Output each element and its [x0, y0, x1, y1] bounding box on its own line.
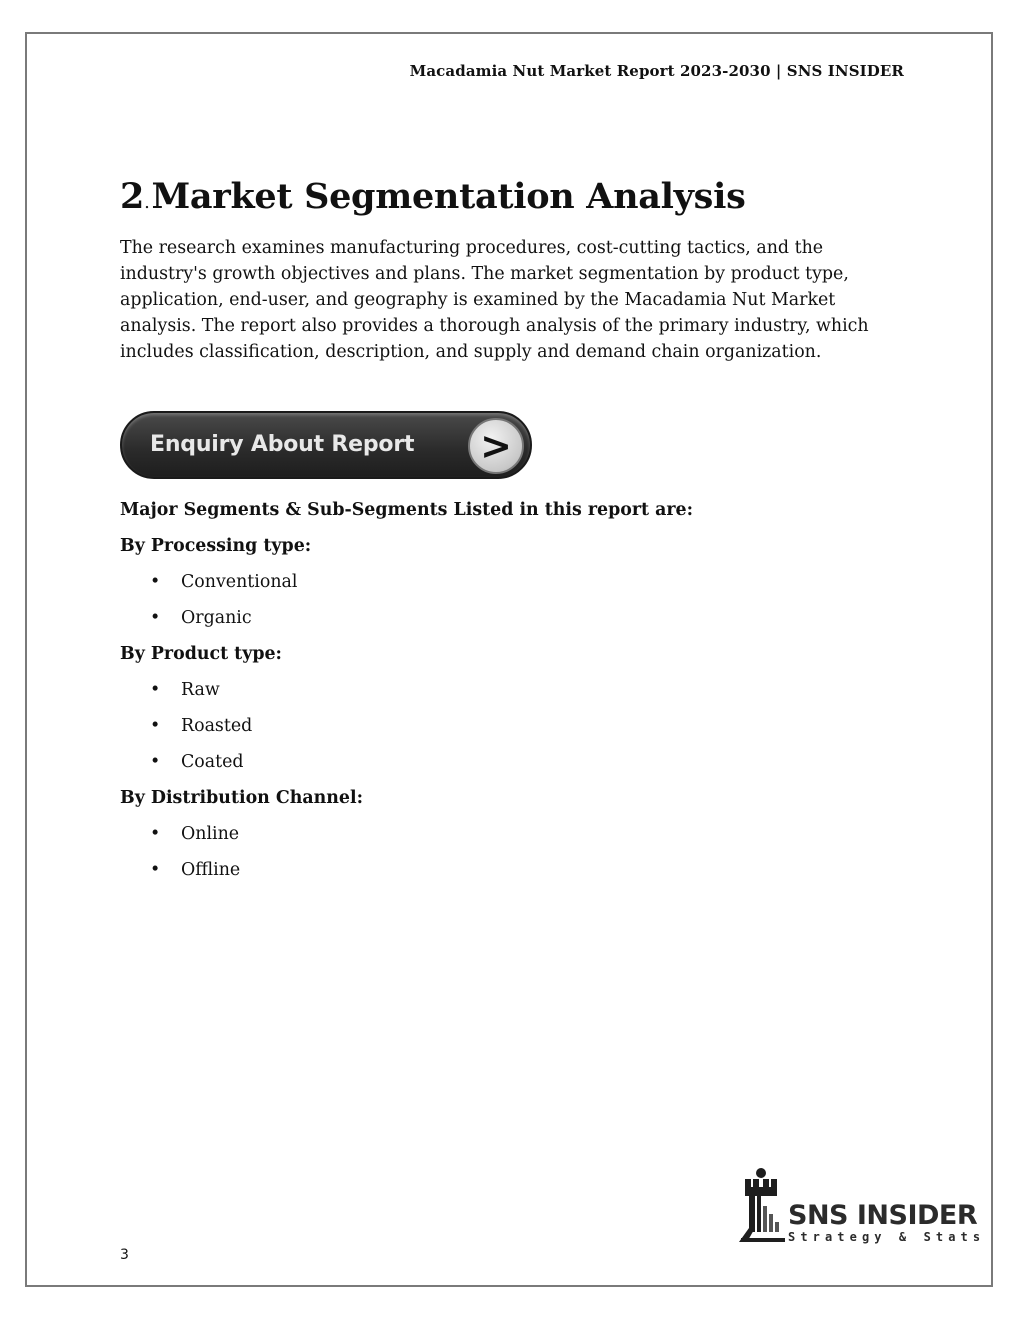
enquiry-about-report-button[interactable]: [120, 411, 532, 479]
enquiry-button-label: Enquiry About Report: [150, 432, 415, 457]
list-item-label: Coated: [181, 752, 244, 772]
intro-paragraph: The research examines manufacturing procedures, cost-cutting tactics, and the industry's growth objectives and plans. The market segmentation by product type, application, end-user, and geography is examined by the Macadamia Nut Market analysis. The report also provides a thorough analysis of the primary industry, which includes classification, description, and supply and demand chain organization.: [120, 238, 869, 362]
chess-rook-logo-icon: [735, 1166, 787, 1246]
page-number: 3: [120, 1247, 129, 1263]
list-item-label: Organic: [181, 608, 252, 628]
bullet-icon: •: [150, 716, 161, 736]
section-number: 2: [120, 176, 145, 217]
bullet-icon: •: [150, 860, 161, 880]
group-distribution-channel-title: By Distribution Channel:: [120, 788, 364, 808]
logo-tagline: Strategy & Stats: [788, 1230, 986, 1244]
bullet-icon: •: [150, 680, 161, 700]
logo-wordmark: SNS INSIDER: [788, 1200, 978, 1231]
list-item-label: Online: [181, 824, 240, 844]
arrow-right-icon: >: [468, 418, 524, 474]
segments-heading: Major Segments & Sub-Segments Listed in this report are:: [120, 500, 694, 520]
group-product-type-title: By Product type:: [120, 644, 282, 664]
list-item-label: Conventional: [181, 572, 298, 592]
section-number-dot: .: [144, 192, 150, 213]
list-item-label: Offline: [181, 860, 241, 880]
sns-insider-logo: [735, 1166, 986, 1248]
running-header: Macadamia Nut Market Report 2023-2030 | SNS INSIDER: [409, 62, 904, 80]
bullet-icon: •: [150, 572, 161, 592]
list-item-label: Raw: [181, 680, 220, 700]
bullet-icon: •: [150, 608, 161, 628]
bullet-icon: •: [150, 752, 161, 772]
section-title: [120, 176, 746, 217]
bullet-icon: •: [150, 824, 161, 844]
group-processing-type-title: By Processing type:: [120, 536, 312, 556]
section-title-text: Market Segmentation Analysis: [151, 176, 746, 217]
list-item-label: Roasted: [181, 716, 253, 736]
